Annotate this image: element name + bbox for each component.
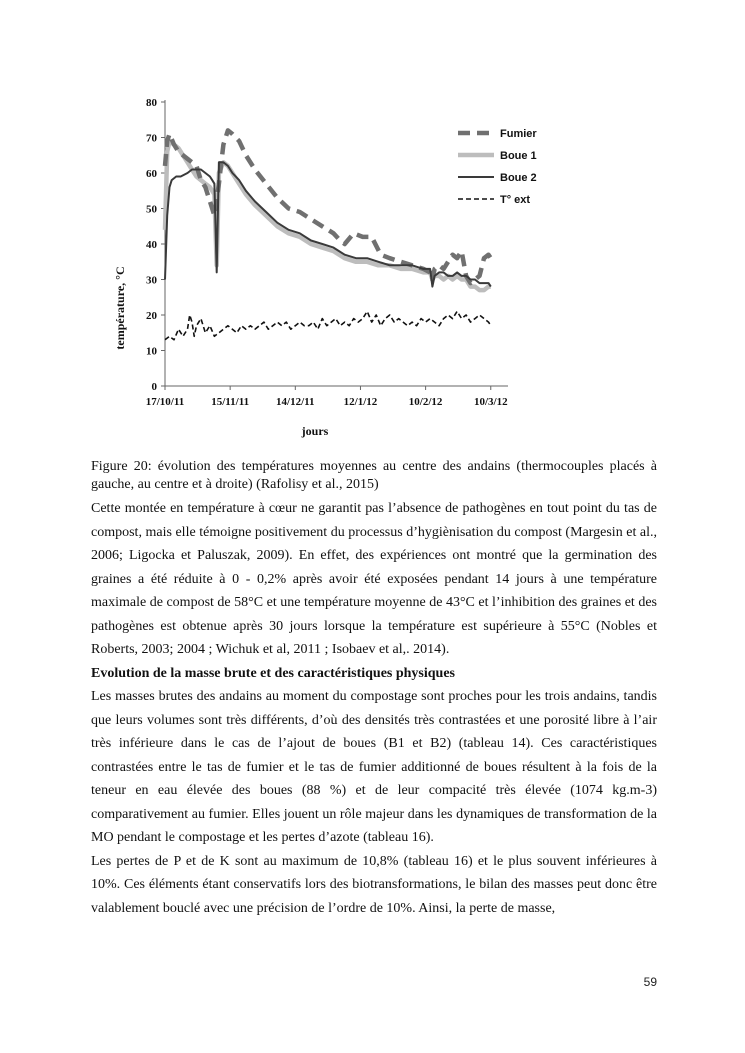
y-axis-title: température, °C: [113, 266, 127, 350]
y-tick-label: 10: [146, 345, 157, 358]
x-tick-label: 10/2/12: [408, 396, 443, 408]
series-layer: [165, 130, 491, 339]
body-content: [91, 497, 657, 920]
series-line-t-ext: [165, 311, 491, 339]
y-tick-label: 60: [146, 168, 157, 180]
legend-label: Fumier: [500, 128, 537, 140]
temperature-chart: [90, 88, 650, 448]
x-ticks: [146, 386, 508, 408]
series-line-fumier: [165, 130, 491, 283]
y-tick-label: 40: [146, 239, 157, 251]
section-heading: Evolution de la masse brute et des caractéristiques physiques: [91, 665, 455, 681]
chart-legend: [458, 128, 537, 206]
y-ticks: [146, 97, 165, 393]
page-number: 59: [643, 975, 657, 989]
x-tick-label: 12/1/12: [343, 396, 378, 408]
y-tick-label: 50: [146, 203, 157, 216]
x-tick-label: 14/12/11: [276, 396, 315, 408]
figure-caption: Figure 20: évolution des températures moyennes au centre des andains (thermocouples placés à gauche, au centre et à droite) (Rafolisy et al., 2015): [91, 459, 657, 492]
paragraph: Les masses brutes des andains au moment du compostage sont proches pour les trois andains, tandis que leurs volumes sont très différents, d’où des densités très contrastées et une porosité libre à l’air très inférieure dans le cas de l’ajout de boues (B1 et B2) (tableau 14). Ces caractéristiques contrastées entre le tas de fumier et le tas de fumier additionné de boues résultent à la fois de la teneur en eau élevée des boues (88 %) et de leur compacité très élevée (1074 kg.m-3) comparativement au fumier. Elles jouent un rôle majeur dans les dynamiques de transformation de la MO pendant le compostage et les pertes d’azote (tableau 16).: [91, 689, 657, 845]
legend-label: Boue 1: [500, 150, 537, 162]
x-tick-label: 15/11/11: [211, 396, 250, 408]
legend-label: Boue 2: [500, 172, 537, 184]
y-tick-label: 80: [146, 97, 157, 109]
x-tick-label: 10/3/12: [473, 396, 508, 408]
y-tick-label: 70: [146, 132, 157, 145]
x-axis-title: jours: [301, 424, 329, 438]
paragraph: Cette montée en température à cœur ne garantit pas l’absence de pathogènes en tout point du tas de compost, mais elle témoigne positivement du processus d’hygiènisation du compost (Margesin et al., 2006; Ligocka et Paluszak, 2009). En effet, des expériences ont montré que la germination des graines a été réduite à 0 - 0,2% après avoir été exposées pendant 14 jours à une température maximale de compost de 58°C et une température moyenne de 43°C et l’inhibition des graines et des pathogènes est obtenue après 30 jours lorsque la température est supérieure à 55°C (Nobles et Roberts, 2003; 2004 ; Wichuk et al, 2011 ; Isobaev et al,. 2014).: [91, 501, 657, 657]
y-tick-label: 30: [146, 274, 157, 287]
x-tick-label: 17/10/11: [145, 396, 185, 408]
legend-label: T° ext: [500, 194, 531, 206]
y-tick-label: 20: [146, 310, 157, 322]
paragraph: Les pertes de P et de K sont au maximum de 10,8% (tableau 16) et le plus souvent inférieures à 10%. Ces éléments étant conservatifs lors des biotransformations, le bilan des masses peut donc être valablement bouclé avec une précision de l’ordre de 10%. Ainsi, la perte de masse,: [91, 853, 657, 916]
y-tick-label: 0: [151, 381, 157, 393]
